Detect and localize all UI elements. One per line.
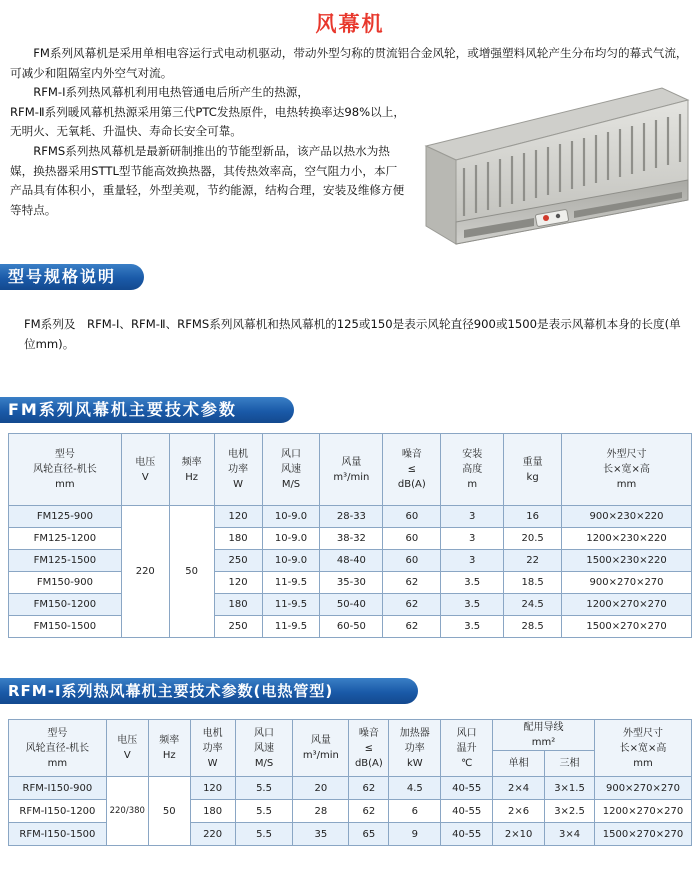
table-cell: 62 <box>349 800 389 823</box>
table-cell: 900×270×270 <box>594 777 691 800</box>
fm-model-cell: FM125-1500 <box>9 550 122 572</box>
rfm-header-cell: 风口 风速 M/S <box>235 720 293 777</box>
table-row <box>9 550 692 572</box>
fm-model-cell: FM125-1200 <box>9 528 122 550</box>
table-cell: 28 <box>293 800 349 823</box>
table-cell: 3.5 <box>441 594 504 616</box>
table-cell: 20.5 <box>504 528 562 550</box>
table-cell: 60-50 <box>320 616 383 638</box>
table-cell: 65 <box>349 823 389 846</box>
spec-section-title: 型号规格说明 <box>0 264 144 290</box>
table-cell: 22 <box>504 550 562 572</box>
table-cell: 48-40 <box>320 550 383 572</box>
rfm-header-cell: 外型尺寸 长×宽×高 mm <box>594 720 691 777</box>
table-cell: 28.5 <box>504 616 562 638</box>
rfm-header-cell: 频率 Hz <box>148 720 190 777</box>
table-cell: 120 <box>214 572 262 594</box>
table-cell: 1500×270×270 <box>562 616 692 638</box>
fm-header-cell: 噪音 ≤ dB(A) <box>383 434 441 506</box>
table-cell: 10-9.0 <box>262 528 320 550</box>
rfm-frequency-cell: 50 <box>148 777 190 846</box>
table-cell: 10-9.0 <box>262 506 320 528</box>
table-cell: 250 <box>214 550 262 572</box>
rfm-header-cell: 配用导线 mm² <box>493 720 595 751</box>
rfm-header-cell: 电压 V <box>106 720 148 777</box>
fm-header-cell: 外型尺寸 长×宽×高 mm <box>562 434 692 506</box>
table-cell: 20 <box>293 777 349 800</box>
table-cell: 900×270×270 <box>562 572 692 594</box>
rfm-model-cell: RFM-Ⅰ150-1200 <box>9 800 107 823</box>
fm-model-cell: FM150-1500 <box>9 616 122 638</box>
table-cell: 38-32 <box>320 528 383 550</box>
intro-paragraph-fm: FM系列风幕机是采用单相电容运行式电动机驱动，带动外型匀称的贯流铝合金风轮，或增强塑料风轮产生分布均匀的幕式气流，可减少和阻隔室内外空气对流。 <box>10 46 688 80</box>
fm-header-cell: 型号 风轮直径-机长 mm <box>9 434 122 506</box>
fm-model-cell: FM150-900 <box>9 572 122 594</box>
rfm-header-cell: 噪音 ≤ dB(A) <box>349 720 389 777</box>
table-cell: 900×230×220 <box>562 506 692 528</box>
table-cell: 50-40 <box>320 594 383 616</box>
table-cell: 250 <box>214 616 262 638</box>
spec-description <box>24 314 692 354</box>
table-row <box>9 777 692 800</box>
fm-header-cell: 安装 高度 m <box>441 434 504 506</box>
rfm-header-cell: 三相 <box>545 751 595 777</box>
table-cell: 10-9.0 <box>262 550 320 572</box>
table-cell: 1200×270×270 <box>562 594 692 616</box>
table-cell: 2×6 <box>493 800 545 823</box>
table-cell: 5.5 <box>235 777 293 800</box>
table-cell: 11-9.5 <box>262 594 320 616</box>
table-cell: 3×4 <box>545 823 595 846</box>
table-cell: 62 <box>349 777 389 800</box>
fm-header-cell: 电机 功率 W <box>214 434 262 506</box>
table-row <box>9 594 692 616</box>
table-cell: 2×4 <box>493 777 545 800</box>
fm-voltage-cell: 220 <box>121 506 169 638</box>
table-cell: 120 <box>214 506 262 528</box>
table-cell: 1200×270×270 <box>594 800 691 823</box>
table-cell: 3.5 <box>441 572 504 594</box>
fm-section-title: FM系列风幕机主要技术参数 <box>0 397 294 423</box>
table-cell: 220 <box>190 823 235 846</box>
table-cell: 180 <box>190 800 235 823</box>
spec-paragraph: FM系列及 RFM-Ⅰ、RFM-Ⅱ、RFMS系列风幕机和热风幕机的125或150是表示风轮直径900或1500是表示风幕机本身的长度(单位mm)。 <box>24 317 681 351</box>
table-cell: 3×1.5 <box>545 777 595 800</box>
table-cell: 3 <box>441 528 504 550</box>
table-row <box>9 506 692 528</box>
fm-header-cell: 电压 V <box>121 434 169 506</box>
table-cell: 4.5 <box>389 777 441 800</box>
rfm-header-cell: 加热器 功率 kW <box>389 720 441 777</box>
intro-paragraph-rfm1: RFM-Ⅰ系列热风幕机利用电热管通电后所产生的热源， <box>33 85 309 100</box>
air-curtain-product-image <box>414 84 694 254</box>
table-cell: 11-9.5 <box>262 616 320 638</box>
table-cell: 6 <box>389 800 441 823</box>
rfm-header-cell: 单相 <box>493 751 545 777</box>
fm-header-cell: 频率 Hz <box>169 434 214 506</box>
rfm-spec-table <box>8 719 692 846</box>
table-cell: 40-55 <box>441 800 493 823</box>
fm-spec-table <box>8 433 692 638</box>
table-cell: 24.5 <box>504 594 562 616</box>
table-cell: 16 <box>504 506 562 528</box>
intro-paragraph-rfm2: RFM-Ⅱ系列暖风幕机热源采用第三代PTC发热原件，电热转换率达98%以上，无明火、无氧耗、升温快、寿命长安全可靠。 <box>10 104 405 139</box>
page-title: 风幕机 <box>315 11 385 36</box>
table-cell: 62 <box>383 594 441 616</box>
table-cell: 1500×270×270 <box>594 823 691 846</box>
table-cell: 62 <box>383 616 441 638</box>
rfm-header-row <box>9 720 692 751</box>
intro-paragraph-rfms: RFMS系列热风幕机是最新研制推出的节能型新品，该产品以热水为热媒，换热器采用STTL型节能高效换热器，其传热效率高，空气阻力小，本厂产品具有体积小，重量轻，外型美观，节约能源，结构合理，安装及维修方便等特点。 <box>10 143 405 217</box>
table-cell: 35-30 <box>320 572 383 594</box>
table-cell: 1200×230×220 <box>562 528 692 550</box>
table-cell: 28-33 <box>320 506 383 528</box>
fm-model-cell: FM125-900 <box>9 506 122 528</box>
table-cell: 60 <box>383 528 441 550</box>
table-cell: 3×2.5 <box>545 800 595 823</box>
table-cell: 2×10 <box>493 823 545 846</box>
table-cell: 40-55 <box>441 777 493 800</box>
table-cell: 60 <box>383 550 441 572</box>
table-cell: 5.5 <box>235 823 293 846</box>
rfm-voltage-cell: 220/380 <box>106 777 148 846</box>
table-row <box>9 528 692 550</box>
fm-header-cell: 风量 m³/min <box>320 434 383 506</box>
table-cell: 3 <box>441 550 504 572</box>
table-cell: 11-9.5 <box>262 572 320 594</box>
table-row <box>9 616 692 638</box>
table-cell: 60 <box>383 506 441 528</box>
table-cell: 5.5 <box>235 800 293 823</box>
rfm-model-cell: RFM-Ⅰ150-1500 <box>9 823 107 846</box>
rfm-section-title: RFM-Ⅰ系列热风幕机主要技术参数(电热管型) <box>0 678 418 704</box>
table-cell: 9 <box>389 823 441 846</box>
rfm-header-cell: 风量 m³/min <box>293 720 349 777</box>
table-cell: 180 <box>214 528 262 550</box>
table-cell: 3.5 <box>441 616 504 638</box>
table-cell: 35 <box>293 823 349 846</box>
table-cell: 120 <box>190 777 235 800</box>
rfm-header-cell: 型号 风轮直径-机长 mm <box>9 720 107 777</box>
table-cell: 62 <box>383 572 441 594</box>
table-cell: 40-55 <box>441 823 493 846</box>
rfm-header-cell: 电机 功率 W <box>190 720 235 777</box>
rfm-header-cell: 风口 温升 ℃ <box>441 720 493 777</box>
fm-model-cell: FM150-1200 <box>9 594 122 616</box>
table-cell: 1500×230×220 <box>562 550 692 572</box>
table-cell: 180 <box>214 594 262 616</box>
fm-header-cell: 风口 风速 M/S <box>262 434 320 506</box>
table-cell: 3 <box>441 506 504 528</box>
fm-header-row <box>9 434 692 506</box>
fm-header-cell: 重量 kg <box>504 434 562 506</box>
table-cell: 18.5 <box>504 572 562 594</box>
fm-frequency-cell: 50 <box>169 506 214 638</box>
table-row <box>9 572 692 594</box>
rfm-model-cell: RFM-Ⅰ150-900 <box>9 777 107 800</box>
